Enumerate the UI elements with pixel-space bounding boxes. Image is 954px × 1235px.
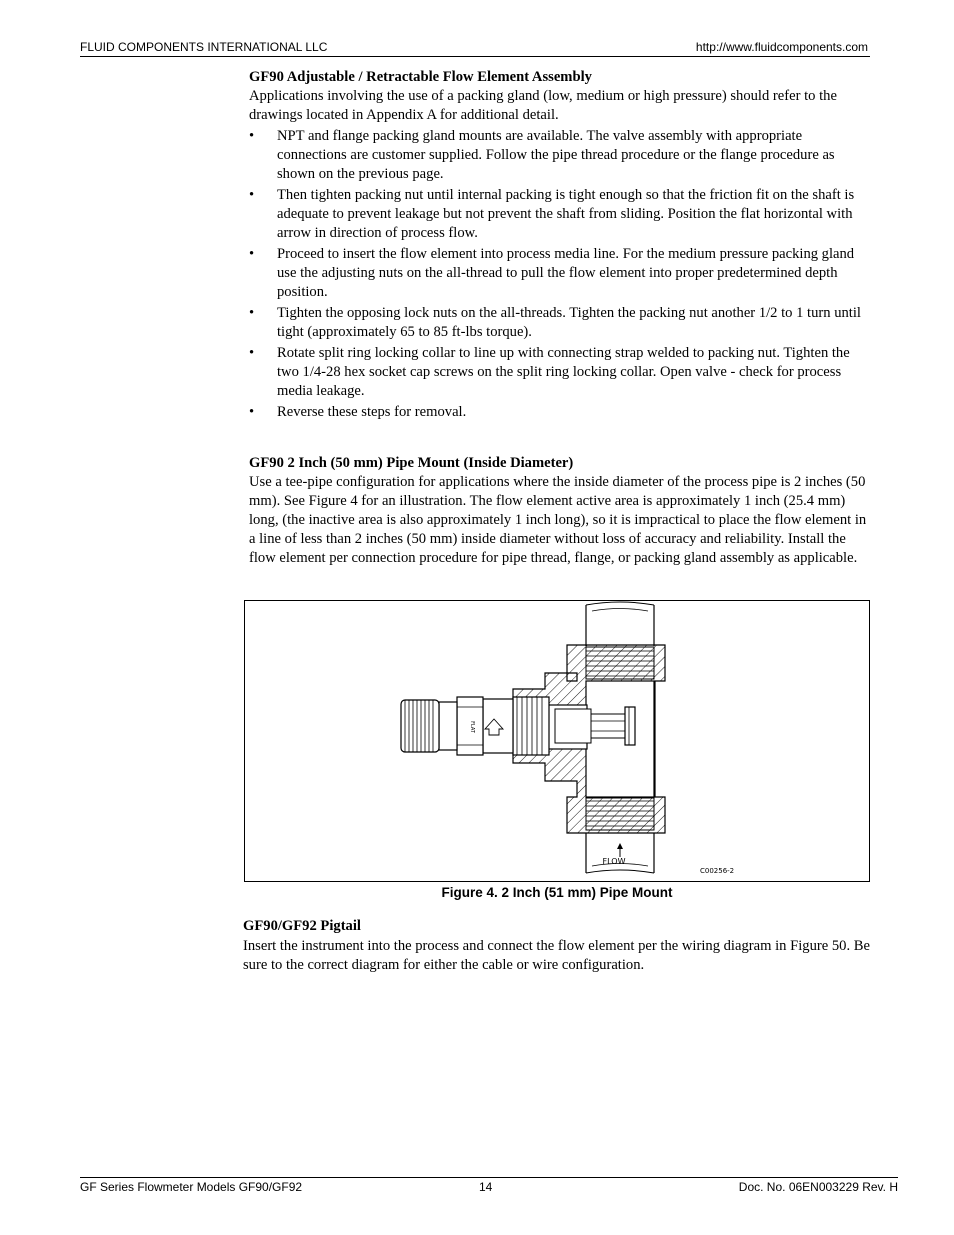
page-number: 14 xyxy=(479,1180,493,1194)
list-item: • Rotate split ring locking collar to line up with connecting strap welded to packing nut. Tighten the two 1/4-28 hex socket cap screws on the split ring locking collar. Open valve - check for process media leakage. xyxy=(249,345,850,399)
footer-title: GF Series Flowmeter Models GF90/GF92 xyxy=(80,1180,303,1194)
drawing-code: C00256-2 xyxy=(700,867,735,875)
section-intro-adjustable: Applications involving the use of a packing gland (low, medium or high pressure) should refer to the drawings located in Appendix A for additional detail. xyxy=(249,88,837,123)
list-item: • Then tighten packing nut until internal packing is tight enough so that the friction fit on the shaft is adequate to prevent leakage but not prevent the shaft from sliding. Position the flat horizontal with arrow in direction of process flow. xyxy=(249,187,855,241)
section-body-pigtail: Insert the instrument into the process and connect the flow element per the wiring diagram in Figure 50. Be sure to the correct diagram for either the cable or wire configuration. xyxy=(243,937,870,973)
tee-pipe-diagram xyxy=(245,601,869,881)
procedure-list xyxy=(249,127,869,422)
section-heading-adjustable: GF90 Adjustable / Retractable Flow Element Assembly xyxy=(249,69,592,85)
header-url[interactable]: http://www.fluidcomponents.com xyxy=(695,40,868,54)
footer-rule xyxy=(80,1177,898,1178)
list-item: • Reverse these steps for removal. xyxy=(249,404,467,420)
header-company: FLUID COMPONENTS INTERNATIONAL LLC xyxy=(80,40,328,54)
doc-number: Doc. No. 06EN003229 Rev. H xyxy=(738,1180,898,1194)
section-heading-pipe-mount: GF90 2 Inch (50 mm) Pipe Mount (Inside Diameter) xyxy=(249,455,574,471)
figure-caption: Figure 4. 2 Inch (51 mm) Pipe Mount xyxy=(441,885,673,900)
section-body-pipe-mount: Use a tee-pipe configuration for applications where the inside diameter of the process pipe is 2 inches (50 mm). See Figure 4 for an illustration. The flow element active area is approximately 1 inch (25.4 mm) long, (the inactive area is also approximately 1 inch long), so it is impractical to place the flow element in a line of less than 2 inches (50 mm) inside diameter without loss of accuracy and reliability. Install the flow element per connection procedure for pipe thread, flange, or packing gland assembly as applicable. xyxy=(249,474,867,566)
pigtail-section xyxy=(243,917,873,976)
section-heading-pigtail: GF90/GF92 Pigtail xyxy=(243,918,361,934)
list-item: • Proceed to insert the flow element into process media line. For the medium pressure packing gland use the adjusting nuts on the all-thread to pull the flow element into proper predetermined depth position. xyxy=(249,246,855,300)
flow-label: FLOW xyxy=(602,857,626,866)
header-rule xyxy=(80,56,870,57)
list-item: • Tighten the opposing lock nuts on the all-threads. Tighten the packing nut another 1/2 to 1 turn until tight (approximately 65 to 85 ft-lbs torque). xyxy=(249,305,861,340)
svg-text:FLAT: FLAT xyxy=(469,721,475,733)
list-item: • NPT and flange packing gland mounts are available. The valve assembly with appropriate connections are customer supplied. Follow the pipe thread procedure or the flange procedure as shown on the previous page. xyxy=(249,128,835,182)
figure-4-box xyxy=(244,600,870,882)
main-content xyxy=(249,68,869,568)
